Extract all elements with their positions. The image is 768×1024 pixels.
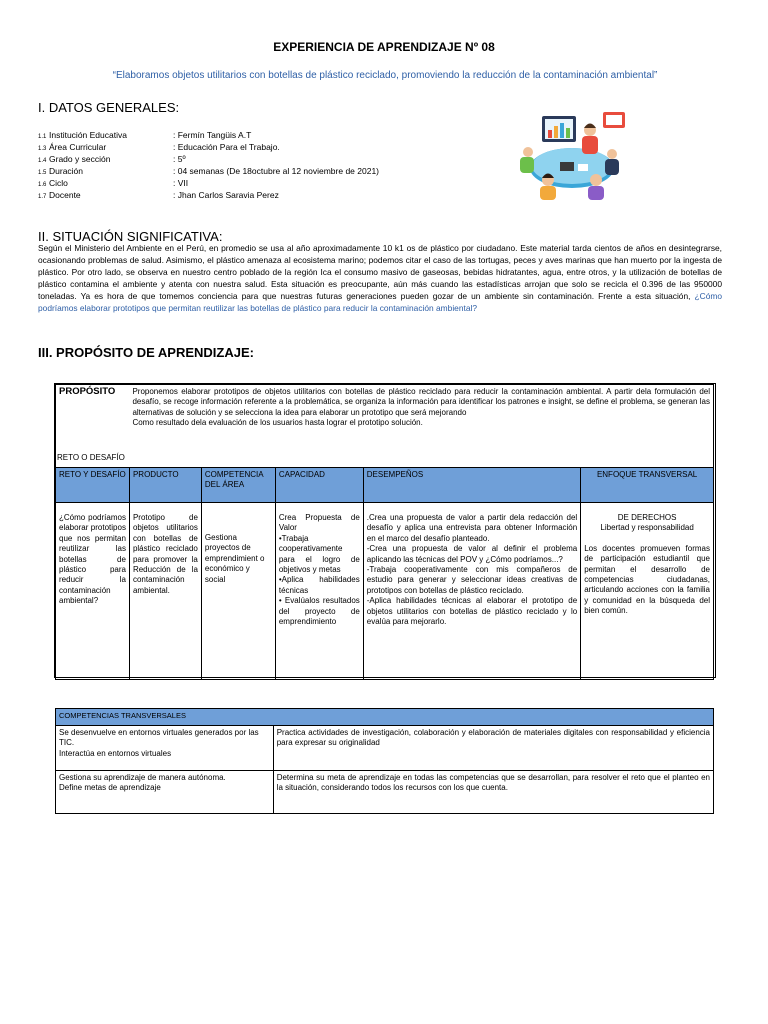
cell-capacidad: Crea Propuesta de Valor •Trabaja cooperativamente para el logro de objetivos y metas •Aplica habilidades técnicas • Evalúalos resultados del proyecto de emprendimiento [275,503,363,680]
proposito-row [56,385,714,468]
document-title: EXPERIENCIA DE APRENDIZAJE Nº 08 [273,40,495,54]
datos-row [38,190,438,202]
transversal-left: Se desenvuelve en entornos virtuales generados por las TIC. Interactúa en entornos virtuales [56,726,274,771]
row-label: Área Curricular [49,142,107,152]
row-label: Institución Educativa [49,130,127,140]
row-value: : Fermín Tangüis A.T [173,130,252,140]
enfoque-subtitle: Libertad y responsabilidad [600,523,694,533]
row-value: : VII [173,178,189,188]
transversales-row [56,726,714,771]
transversales-header: COMPETENCIAS TRANSVERSALES [56,709,714,726]
proposito-content-row [56,503,714,680]
proposito-label: PROPÓSITO [59,386,116,397]
document-subtitle: “Elaboramos objetos utilitarios con botellas de plástico reciclado, promoviendo la reducción de la contaminación ambiental” [112,70,658,81]
datos-row [38,154,438,166]
proposito-table [55,384,714,680]
header-competencia: COMPETENCIA DEL ÁREA [201,468,275,503]
row-number: 1.7 [38,194,47,200]
proposito-text-cell [129,385,713,468]
row-value: : 5º [173,154,186,164]
situacion-question: ¿Cómo podríamos elaborar prototipos que permitan reutilizar las botellas de plástico para reducir la contaminación ambiental? [38,291,722,314]
row-value: : 04 semanas (De 18octubre al 12 noviembre de 2021) [173,166,380,176]
header-capacidad: CAPACIDAD [275,468,363,503]
cell-desempenos: .Crea una propuesta de valor a partir dela redacción del desafío y aplica una entrevista para obtener Información en el marco del desafío planteado. -Crea una propuesta de valor al definir el problema aplicando las técnicas del POV y ¿Cómo podríamos...? -Trabaja cooperativamente con mis compañeros de estudio para generar y seleccionar ideas creativas de prototipos con botellas de plástico reciclado. -Aplica habilidades técnicas al elaborar el prototipo de objetos utilitarios con botellas de plástico reciclado y lo evalúa para mejorarlo. [363,503,580,680]
transversales-table [55,708,714,814]
transversal-right: Determina su meta de aprendizaje en todas las competencias que se desarrollan, para resolver el reto que el planteo en la situación, considerando todos los recursos con los que cuenta. [273,771,713,814]
proposito-label-cell [56,385,130,468]
team-meeting-illustration-icon [508,106,633,206]
situacion-text: Según el Ministerio del Ambiente en el Perú, en promedio se usa al año aproximadamente 10 k1 os de plástico por ciudadano. Este material tarda cientos de años en desintegrarse, ocasionando problemas de salud. Asimismo, el plástico amenaza al ecosistema marino; podemos citar el caso de las tortugas, peces y aves marinas que han muerto por la ingesta de plástico. Por otro lado, se observa en nuestro centro poblado de la región Ica el consumo masivo de gaseosas, bebidas hidratantes, agua, entre otros, y la utilización de botellas de plástico contamina el ambiente y atenta con nuestra salud. Esta situación es preocupante, aún más cuando las estadísticas arrojan que solo se recicla el 0.396 de las 950000 toneladas. Ya es hora de que tomemos conciencia para que nuestras futuras generaciones pueden gozar de un ambiente sin contaminación. Frente a esta situación, [38,243,722,302]
row-label: Duración [49,166,84,176]
cell-competencia: Gestiona proyectos de emprendimient o económico y social [201,503,275,680]
reto-label: RETO O DESAFÍO [57,452,125,462]
transversales-header-row [56,709,714,726]
proposito-text: Proponemos elaborar prototipos de objetos utilitarios con botellas de plástico reciclado para reducir la contaminación ambiental. A partir dela formulación del desafío, se recoge información referente a la problemática, se organiza la información para identificar los patrones e insight, se define el problema, se generan las alternativas de solución y se selecciona la idea para elaborar un prototipo que será mejorando [132,387,710,417]
row-value: : Educación Para el Trabajo. [173,142,280,152]
row-label: Docente [49,190,81,200]
cell-reto: ¿Cómo podríamos elaborar prototipos que nos permitan reutilizar las botellas de plástico para reducir la contaminación ambiental? [56,503,130,680]
row-number: 1.4 [38,158,47,164]
section-situacion-heading: II. SITUACIÓN SIGNIFICATIVA: [38,229,223,244]
datos-row [38,166,438,178]
proposito-text-2: Como resultado dela evaluación de los usuarios hasta lograr el prototipo solución. [132,418,423,428]
section-datos-generales-heading: I. DATOS GENERALES: [38,100,180,115]
transversal-left: Gestiona su aprendizaje de manera autónoma. Define metas de aprendizaje [56,771,274,814]
datos-row [38,142,438,154]
row-label: Ciclo [49,178,68,188]
row-label: Grado y sección [49,154,111,164]
row-number: 1.3 [38,146,47,152]
situacion-paragraph [38,242,722,315]
enfoque-text: Los docentes promueven formas de participación estudiantil que permitan el desarrollo de competencias ciudadanas, articulando acciones con la familia y comunidad en la búsqueda del bien común. [584,543,710,616]
row-number: 1.6 [38,182,47,188]
transversales-row [56,771,714,814]
row-number: 1.1 [38,134,47,140]
datos-row [38,178,438,190]
enfoque-title: DE DERECHOS [617,513,677,522]
header-desempenos: DESEMPEÑOS [363,468,580,503]
proposito-header-row [56,468,714,503]
cell-enfoque [581,503,714,680]
header-enfoque: ENFOQUE TRANSVERSAL [581,468,714,503]
datos-row [38,130,438,142]
cell-producto: Prototipo de objetos utilitarios con botellas de plástico reciclado para promover la Reducción de la contaminación ambiental. [129,503,201,680]
section-proposito-heading: III. PROPÓSITO DE APRENDIZAJE: [38,345,254,360]
row-value: : Jhan Carlos Saravia Perez [173,190,279,200]
row-number: 1.5 [38,170,47,176]
transversal-right: Practica actividades de investigación, colaboración y elaboración de materiales digitales con responsabilidad y eficiencia para expresar su originalidad [273,726,713,771]
header-reto: RETO Y DESAFÍO [56,468,130,503]
header-producto: PRODUCTO [129,468,201,503]
